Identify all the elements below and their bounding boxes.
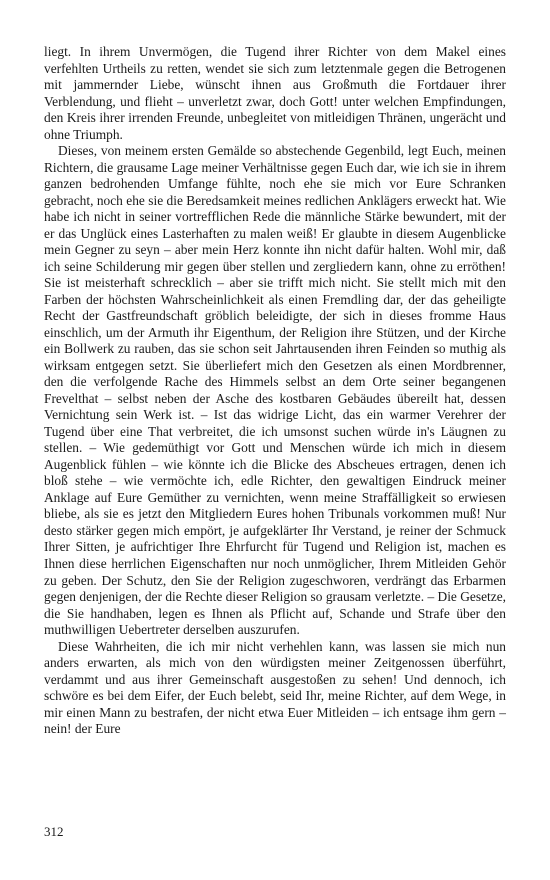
body-text — [44, 44, 506, 738]
paragraph-1: liegt. In ihrem Unvermögen, die Tugend ihrer Richter von dem Makel eines verfehlten Urtheils zu retten, wendet sie sich zum letztenmale gegen die Betrogenen mit jammernder Liebe, wünscht ihnen aus Großmuth die Fortdauer ihrer Verblendung, und flieht – unverletzt zwar, doch Gott! unter welchen Empfindungen, den Kreis ihrer irrenden Freunde, unbegleitet von mitleidigen Thränen, ungerächt und ohne Triumph. — [44, 44, 506, 142]
paragraph-3: Diese Wahrheiten, die ich mir nicht verhehlen kann, was lassen sie mich nun anders erwarten, als mich von den würdigsten meiner Zeitgenossen überführt, verdammt und aus ihrer Gemeinschaft ausgestoßen zu sehen! Und dennoch, ich schwöre es bei dem Eifer, der Euch belebt, seid Ihr, meine Richter, auf dem Wege, in mir einen Mann zu bestrafen, der nicht etwa Euer Mitleiden – ich entsage ihm gern – nein! der Eure — [44, 638, 506, 737]
page-number: 312 — [44, 824, 64, 839]
paragraph-2: Dieses, von meinem ersten Gemälde so abstechende Gegenbild, legt Euch, meinen Richtern, die grausame Lage meiner Verhältnisse gegen Euch dar, wie ich sie in ihrem ganzen bedrohenden Umfange fühlte, noch ehe sie mich vor Eure Schranken gebracht, noch ehe sie die Beredsamkeit meines redlichen Anklägers erweckt hat. Wie habe ich nicht in seiner vortrefflichen Rede die männliche Stärke bewundert, mit der er das Unglück eines Lasterhaften zu malen weiß! Er glaubte in diesem Augenblicke mein Gegner zu seyn – aber mein Herz konnte ihn nicht dafür halten. Wohl mir, daß ich seine Schilderung mir gegen über stellen und zergliedern kann, ohne zu erröthen! Sie ist meisterhaft schrecklich – aber sie trifft mich nicht. Sie stellt mich mit den Farben der höchsten Wahrscheinlichkeit als einen Fremdling dar, der das geheiligte Recht der Gastfreundschaft gröblich beleidigte, der sich in dieses fromme Haus einschlich, um der Armuth ihr Eigenthum, der Religion ihre Stützen, und der Kirche ein Bollwerk zu rauben, das sie schon seit Jahrtausenden ihren Feinden so muthig als wirksam entgegen setzt. Sie überliefert mich den Gesetzen als einen Mordbrenner, den die verfolgende Rache des Himmels selbst an dem Orte seiner begangenen Frevelthat – selbst neben der Asche des kostbaren Gebäudes übereilt hat, dessen Vernichtung sein Werk ist. – Ist das widrige Licht, das ein warmer Verehrer der Tugend über eine That verbreitet, die ich umsonst suchen würde in's Läugnen zu stellen. – Wie gedemüthigt vor Gott und Menschen würde ich mich in diesem Augenblick fühlen – wie könnte ich die Blicke des Abscheues ertragen, denen ich bloß stehe – wie vermöchte ich, edle Richter, den gewaltigen Eindruck meiner Anklage auf Eure Gemüther zu vernichten, wenn meine Straffälligkeit so erwiesen bliebe, als sie es jetzt den Mitgliedern Eures hohen Tribunals vorkommen muß! Nur desto stärker gegen mich empört, je aufgeklärter Ihr Verstand, je reiner der Schmuck Ihrer Sitten, je aufrichtiger Ihre Ehrfurcht für Tugend und Religion ist, machen es Ihnen diese herrlichen Eigenschaften nur noch unmöglicher, Ihrem Mitleiden Gehör zu geben. Der Schutz, den Sie der Religion zugeschworen, verdrängt das Erbarmen gegen denjenigen, der die Rechte dieser Religion so grausam verletzte. – Die Gesetze, die Sie handhaben, legen es Ihnen als Pflicht auf, Schande und Strafe über den muthwilligen Uebertreter derselben auszurufen. — [44, 143, 506, 638]
